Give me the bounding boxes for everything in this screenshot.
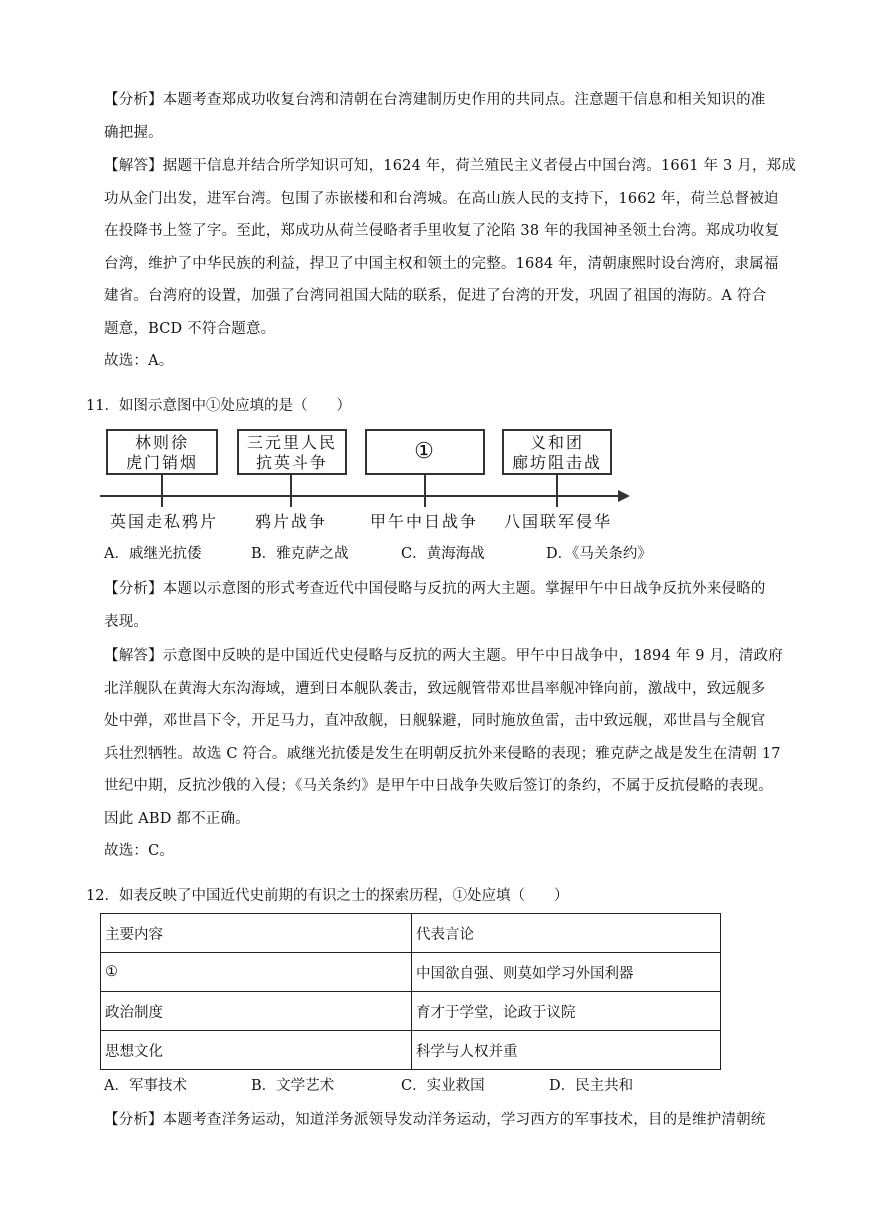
table-cell: 政治制度 <box>101 992 412 1031</box>
text-line: 【解答】示意图中反映的是中国近代史侵略与反抗的两大主题。甲午中日战争中，1894 年 9 月，清政府 <box>104 648 783 664</box>
question-12-table <box>100 913 721 1070</box>
box-line: 林则徐 <box>134 433 189 452</box>
text-line: 【分析】本题以示意图的形式考查近代中国侵略与反抗的两大主题。掌握甲午中日战争反抗外来侵略的 <box>104 581 766 597</box>
table-header-cell: 主要内容 <box>101 914 412 953</box>
timeline-label: 甲午中日战争 <box>370 512 479 531</box>
arrow-right-icon <box>618 490 630 502</box>
table-cell: 思想文化 <box>101 1031 412 1070</box>
option-d: D．民主共和 <box>549 1078 634 1094</box>
question-12-stem: 12．如表反映了中国近代史前期的有识之士的探索历程，①处应填（ ） <box>86 888 569 904</box>
option-c: C．黄海海战 <box>401 546 485 562</box>
text-line: 确把握。 <box>104 124 163 141</box>
text-line: 因此 ABD 都不正确。 <box>104 810 250 827</box>
option-b: B．雅克萨之战 <box>251 546 349 562</box>
box-line: 三元里人民 <box>246 433 337 452</box>
table-row <box>101 953 721 992</box>
text-line: 建省。台湾府的设置，加强了台湾同祖国大陆的联系，促进了台湾的开发，巩固了祖国的海防。A 符合 <box>104 288 767 304</box>
box-line: 抗英斗争 <box>255 453 328 472</box>
option-d: D．《马关条约》 <box>546 546 652 562</box>
option-a: A．戚继光抗倭 <box>104 546 202 562</box>
box-line: ① <box>414 439 436 464</box>
analysis-paragraph-q11 <box>104 573 796 638</box>
option-c: C．实业救国 <box>401 1078 485 1094</box>
choice-line: 故选：A。 <box>104 353 174 369</box>
text-line: 兵壮烈牺牲。故选 C 符合。戚继光抗倭是发生在明朝反抗外来侵略的表现；雅克萨之战是发生在清朝 17 <box>104 745 781 762</box>
table-header-cell: 代表言论 <box>412 914 721 953</box>
answer-paragraph-q10 <box>104 150 796 378</box>
question-11-stem: 11．如图示意图中①处应填的是（ ） <box>86 398 351 414</box>
text-line: 【分析】本题考查洋务运动，知道洋务派领导发动洋务运动，学习西方的军事技术，目的是维护清朝统 <box>104 1112 766 1128</box>
text-line: 台湾，维护了中华民族的利益，捍卫了中国主权和领土的完整。1684 年，清朝康熙时设台湾府，隶属福 <box>104 255 779 272</box>
table-cell: 育才于学堂，论政于议院 <box>412 992 721 1031</box>
table-cell: 中国欲自强、则莫如学习外国利器 <box>412 953 721 992</box>
option-b: B．文学艺术 <box>251 1078 335 1094</box>
table-row <box>101 1031 721 1070</box>
text-line: 表现。 <box>104 613 149 630</box>
analysis-paragraph-q10 <box>104 84 796 149</box>
text-line: 在投降书上签了字。至此，郑成功从荷兰侵略者手里收复了沦陷 38 年的我国神圣领土台湾。郑成功收复 <box>104 223 780 239</box>
table-cell: ① <box>101 953 412 992</box>
text-line: 题意，BCD 不符合题意。 <box>104 320 276 337</box>
choice-line: 故选：C。 <box>104 843 175 859</box>
text-line: 功从金门出发，进军台湾。包围了赤嵌楼和和台湾城。在高山族人民的支持下，1662 年，荷兰总督被迫 <box>104 190 779 207</box>
timeline-label: 英国走私鸦片 <box>110 512 219 531</box>
timeline-box-1 <box>106 429 218 475</box>
table-cell: 科学与人权并重 <box>412 1031 721 1070</box>
option-a: A．军事技术 <box>104 1078 187 1094</box>
timeline-tick <box>290 475 292 507</box>
text-line: 【解答】据题干信息并结合所学知识可知，1624 年，荷兰殖民主义者侵占中国台湾。1661 年 3 月，郑成 <box>104 158 797 174</box>
table-row <box>101 992 721 1031</box>
table-header-row <box>101 914 721 953</box>
text-line: 世纪中期，反抗沙俄的入侵；《马关条约》是甲午中日战争失败后签订的条约，不属于反抗侵略的表现。 <box>104 778 773 794</box>
timeline-box-blank <box>365 429 485 475</box>
timeline-axis <box>100 495 622 497</box>
timeline-diagram <box>100 425 640 545</box>
timeline-label: 鸦片战争 <box>255 512 328 531</box>
timeline-box-2 <box>237 429 347 475</box>
text-line: 北洋舰队在黄海大东沟海域，遭到日本舰队袭击，致远舰管带邓世昌率舰冲锋向前，激战中，致远舰多 <box>104 680 766 697</box>
text-line: 【分析】本题考查郑成功收复台湾和清朝在台湾建制历史作用的共同点。注意题干信息和相关知识的准 <box>104 92 766 108</box>
box-line: 虎门销烟 <box>125 453 198 472</box>
text-line: 处中弹，邓世昌下令，开足马力，直冲敌舰，日舰躲避，同时施放鱼雷，击中致远舰，邓世昌与全舰官 <box>104 713 766 729</box>
timeline-tick <box>161 475 163 507</box>
timeline-label: 八国联军侵华 <box>504 512 613 531</box>
timeline-tick <box>556 475 558 507</box>
timeline-tick <box>424 475 426 507</box>
answer-paragraph-q11 <box>104 640 796 868</box>
analysis-paragraph-q12 <box>104 1104 796 1137</box>
box-line: 义和团 <box>529 433 584 452</box>
timeline-box-4 <box>502 429 612 475</box>
box-line: 廊坊阻击战 <box>511 453 602 472</box>
